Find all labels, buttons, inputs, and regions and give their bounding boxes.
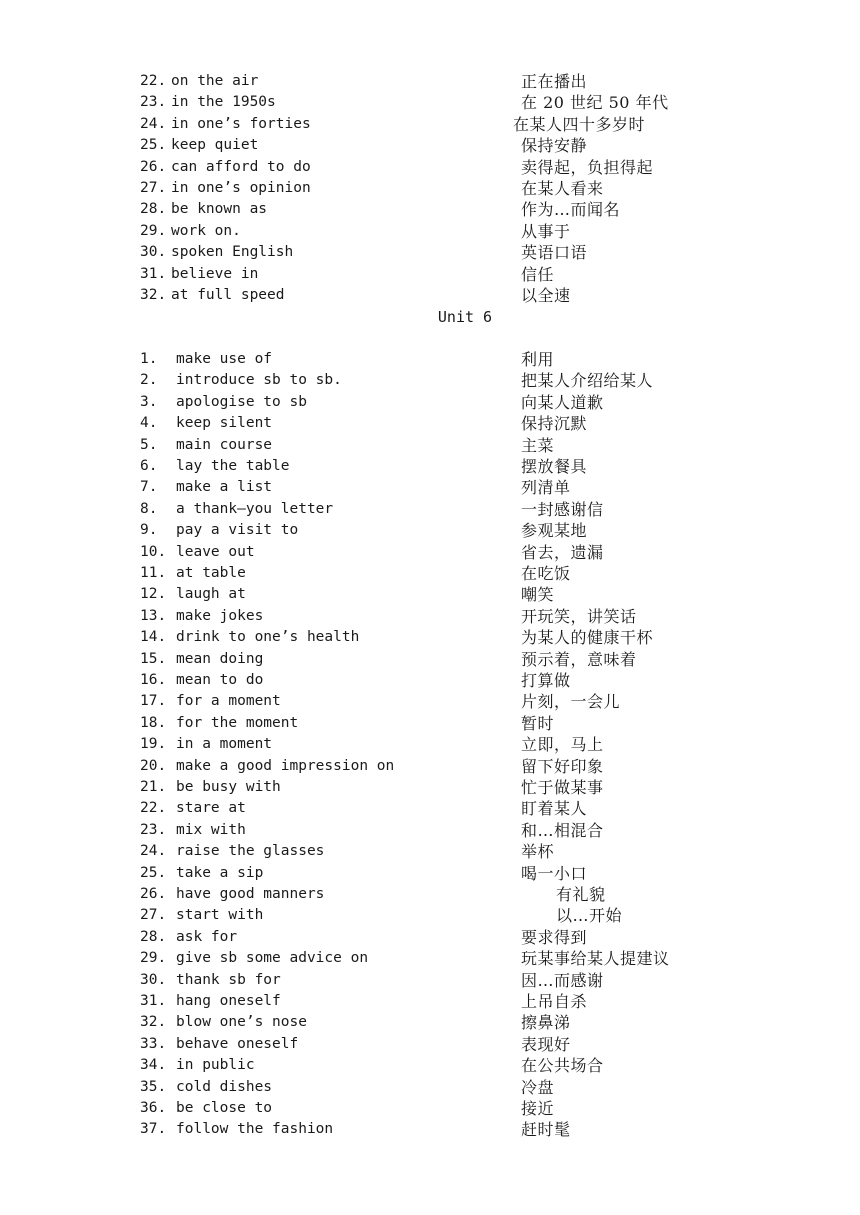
chinese-meaning: 片刻，一会儿 <box>521 692 621 712</box>
chinese-meaning: 参观某地 <box>521 521 588 541</box>
phrase-number: 20. <box>140 757 167 774</box>
chinese-meaning: 玩某事给某人提建议 <box>521 949 670 969</box>
english-phrase: apologise to sb <box>176 393 307 410</box>
phrase-number: 27. <box>140 180 167 196</box>
phrase-number: 9. <box>140 522 158 539</box>
chinese-meaning: 英语口语 <box>521 243 588 263</box>
chinese-meaning: 以…开始 <box>556 906 623 926</box>
english-phrase: at table <box>176 565 246 581</box>
phrase-number: 23. <box>140 94 167 111</box>
phrase-number: 26. <box>140 158 167 175</box>
english-phrase: make use of <box>176 351 273 367</box>
english-phrase: leave out <box>176 543 255 560</box>
chinese-meaning: 冷盘 <box>521 1077 555 1097</box>
phrase-row <box>0 370 860 391</box>
unit-heading: Unit 6 <box>437 308 493 326</box>
chinese-meaning: 擦鼻涕 <box>521 1013 571 1033</box>
english-phrase: behave oneself <box>176 1035 299 1052</box>
phrase-row <box>0 242 860 263</box>
phrase-row <box>0 884 860 905</box>
chinese-meaning: 主菜 <box>521 435 555 455</box>
chinese-meaning: 利用 <box>521 350 555 369</box>
english-phrase: lay the table <box>176 458 290 474</box>
phrase-row <box>0 542 860 563</box>
phrase-row <box>0 135 860 156</box>
phrase-row <box>0 756 860 777</box>
phrase-number: 24. <box>140 843 167 860</box>
chinese-meaning: 和…相混合 <box>521 820 604 840</box>
english-phrase: mix with <box>176 821 246 838</box>
english-phrase: have good manners <box>176 886 325 902</box>
phrase-number: 30. <box>140 971 167 988</box>
chinese-meaning: 在公共场合 <box>521 1056 604 1076</box>
english-phrase: laugh at <box>176 586 246 603</box>
phrase-number: 2. <box>140 372 158 389</box>
phrase-row <box>0 413 860 434</box>
english-phrase: on the air <box>171 73 259 89</box>
phrase-number: 32. <box>140 1014 167 1031</box>
phrase-row <box>0 285 860 306</box>
phrase-row <box>0 157 860 178</box>
english-phrase: mean to do <box>176 672 264 688</box>
chinese-meaning: 保持沉默 <box>521 414 588 434</box>
english-phrase: thank sb for <box>176 971 281 988</box>
phrase-row <box>0 71 860 92</box>
english-phrase: give sb some advice on <box>176 950 369 967</box>
english-phrase: introduce sb to sb. <box>176 372 342 389</box>
phrase-number: 7. <box>140 479 158 496</box>
phrase-row <box>0 970 860 991</box>
phrase-number: 16. <box>140 672 167 688</box>
phrase-number: 17. <box>140 693 167 710</box>
phrase-row <box>0 649 860 670</box>
phrase-row <box>0 114 860 135</box>
english-phrase: believe in <box>171 265 259 282</box>
phrase-number: 14. <box>140 629 167 646</box>
phrase-number: 36. <box>140 1100 167 1116</box>
phrase-number: 15. <box>140 650 167 667</box>
phrase-row <box>0 477 860 498</box>
phrase-row <box>0 820 860 841</box>
chinese-meaning: 打算做 <box>521 671 571 690</box>
phrase-row <box>0 948 860 969</box>
chinese-meaning: 把某人介绍给某人 <box>521 371 654 391</box>
phrase-number: 5. <box>140 436 158 453</box>
phrase-row <box>0 1119 860 1140</box>
english-phrase: ask for <box>176 928 238 945</box>
english-phrase: can afford to do <box>171 158 311 175</box>
phrase-number: 19. <box>140 736 167 753</box>
chinese-meaning: 有礼貌 <box>556 885 606 904</box>
chinese-meaning: 列清单 <box>521 478 571 498</box>
chinese-meaning: 在某人看来 <box>521 179 604 198</box>
chinese-meaning: 喝一小口 <box>521 863 588 883</box>
phrase-number: 12. <box>140 586 167 603</box>
phrase-number: 22. <box>140 800 167 817</box>
english-phrase: stare at <box>176 800 246 817</box>
chinese-meaning: 预示着，意味着 <box>521 649 637 669</box>
phrase-row <box>0 606 860 627</box>
phrase-number: 26. <box>140 886 167 902</box>
phrase-number: 1. <box>140 351 158 367</box>
english-phrase: cold dishes <box>176 1078 273 1095</box>
phrase-row <box>0 863 860 884</box>
english-phrase: take a sip <box>176 864 264 881</box>
phrase-number: 37. <box>140 1121 167 1138</box>
phrase-row <box>0 691 860 712</box>
chinese-meaning: 留下好印象 <box>521 756 604 776</box>
phrase-row <box>0 221 860 242</box>
english-phrase: for the moment <box>176 714 299 731</box>
chinese-meaning: 嘲笑 <box>521 585 555 605</box>
phrase-row <box>0 499 860 520</box>
phrase-row <box>0 392 860 413</box>
phrase-number: 4. <box>140 415 158 432</box>
chinese-meaning: 在 20 世纪 50 年代 <box>521 93 669 113</box>
phrase-number: 25. <box>140 137 167 154</box>
phrase-number: 35. <box>140 1078 167 1095</box>
chinese-meaning: 暂时 <box>521 713 555 733</box>
phrase-number: 27. <box>140 907 167 924</box>
chinese-meaning: 作为…而闻名 <box>521 200 621 220</box>
phrase-number: 18. <box>140 714 167 731</box>
phrase-row <box>0 435 860 456</box>
chinese-meaning: 立即，马上 <box>521 735 604 755</box>
phrase-row <box>0 520 860 541</box>
chinese-meaning: 因…而感谢 <box>521 970 604 990</box>
phrase-number: 29. <box>140 950 167 967</box>
chinese-meaning: 为某人的健康干杯 <box>521 628 654 648</box>
english-phrase: keep silent <box>176 415 273 432</box>
english-phrase: in one’s opinion <box>171 180 311 196</box>
chinese-meaning: 要求得到 <box>521 927 588 947</box>
phrase-number: 34. <box>140 1057 167 1074</box>
phrase-number: 11. <box>140 565 167 581</box>
english-phrase: spoken English <box>171 244 294 261</box>
english-phrase: make jokes <box>176 607 264 624</box>
phrase-number: 25. <box>140 864 167 881</box>
chinese-meaning: 盯着某人 <box>521 799 588 819</box>
phrase-row <box>0 1012 860 1033</box>
chinese-meaning: 忙于做某事 <box>521 778 604 797</box>
chinese-meaning: 信任 <box>521 264 555 284</box>
phrase-number: 30. <box>140 244 167 261</box>
chinese-meaning: 向某人道歉 <box>521 392 604 412</box>
phrase-row <box>0 199 860 220</box>
english-phrase: for a moment <box>176 693 281 710</box>
phrase-row <box>0 627 860 648</box>
phrase-row <box>0 927 860 948</box>
phrase-number: 22. <box>140 73 167 89</box>
phrase-row <box>0 713 860 734</box>
phrase-row <box>0 798 860 819</box>
chinese-meaning: 在吃饭 <box>521 564 571 583</box>
english-phrase: pay a visit to <box>176 522 299 539</box>
phrase-row <box>0 991 860 1012</box>
chinese-meaning: 保持安静 <box>521 136 588 156</box>
chinese-meaning: 以全速 <box>521 286 571 305</box>
chinese-meaning: 摆放餐具 <box>521 457 588 476</box>
english-phrase: drink to one’s health <box>176 629 360 646</box>
english-phrase: make a good impression on <box>176 757 395 774</box>
phrase-number: 31. <box>140 265 167 282</box>
phrase-row <box>0 456 860 477</box>
english-phrase: make a list <box>176 479 273 496</box>
chinese-meaning: 从事于 <box>521 221 571 241</box>
chinese-meaning: 正在播出 <box>521 72 588 91</box>
chinese-meaning: 举杯 <box>521 842 555 862</box>
phrase-number: 28. <box>140 201 167 218</box>
phrase-number: 13. <box>140 607 167 624</box>
phrase-row <box>0 92 860 113</box>
phrase-row <box>0 1077 860 1098</box>
english-phrase: a thank—you letter <box>176 500 334 517</box>
english-phrase: raise the glasses <box>176 843 325 860</box>
chinese-meaning: 接近 <box>521 1099 555 1118</box>
phrase-number: 3. <box>140 393 158 410</box>
chinese-meaning: 一封感谢信 <box>521 499 604 519</box>
phrase-number: 24. <box>140 115 167 132</box>
phrase-number: 6. <box>140 458 158 474</box>
english-phrase: start with <box>176 907 264 924</box>
phrase-row <box>0 777 860 798</box>
phrase-number: 23. <box>140 821 167 838</box>
phrase-number: 33. <box>140 1035 167 1052</box>
phrase-row <box>0 734 860 755</box>
phrase-number: 29. <box>140 222 167 239</box>
english-phrase: in a moment <box>176 736 273 753</box>
phrase-row <box>0 670 860 691</box>
phrase-row <box>0 1098 860 1119</box>
phrase-row <box>0 584 860 605</box>
phrase-row <box>0 264 860 285</box>
english-phrase: main course <box>176 436 273 453</box>
english-phrase: be close to <box>176 1100 273 1116</box>
phrase-number: 28. <box>140 928 167 945</box>
chinese-meaning: 赶时髦 <box>521 1120 571 1140</box>
english-phrase: in one’s forties <box>171 115 311 132</box>
chinese-meaning: 在某人四十多岁时 <box>513 114 646 134</box>
phrase-row <box>0 563 860 584</box>
chinese-meaning: 开玩笑，讲笑话 <box>521 606 637 626</box>
phrase-row <box>0 841 860 862</box>
english-phrase: work on. <box>171 222 241 239</box>
chinese-meaning: 省去，遗漏 <box>521 542 604 562</box>
chinese-meaning: 上吊自杀 <box>521 992 588 1011</box>
english-phrase: hang oneself <box>176 993 281 1009</box>
english-phrase: be busy with <box>176 779 281 795</box>
english-phrase: at full speed <box>171 287 285 303</box>
phrase-row <box>0 905 860 926</box>
phrase-row <box>0 1034 860 1055</box>
chinese-meaning: 卖得起，负担得起 <box>521 157 654 177</box>
english-phrase: in public <box>176 1057 255 1074</box>
phrase-number: 8. <box>140 500 158 517</box>
english-phrase: keep quiet <box>171 137 259 154</box>
english-phrase: mean doing <box>176 650 264 667</box>
english-phrase: blow one’s nose <box>176 1014 307 1031</box>
english-phrase: be known as <box>171 201 268 218</box>
phrase-row <box>0 1055 860 1076</box>
chinese-meaning: 表现好 <box>521 1034 571 1054</box>
phrase-row <box>0 178 860 199</box>
phrase-number: 32. <box>140 287 167 303</box>
phrase-number: 10. <box>140 543 167 560</box>
phrase-row <box>0 349 860 370</box>
english-phrase: in the 1950s <box>171 94 276 111</box>
phrase-number: 21. <box>140 779 167 795</box>
phrase-number: 31. <box>140 993 167 1009</box>
english-phrase: follow the fashion <box>176 1121 334 1138</box>
